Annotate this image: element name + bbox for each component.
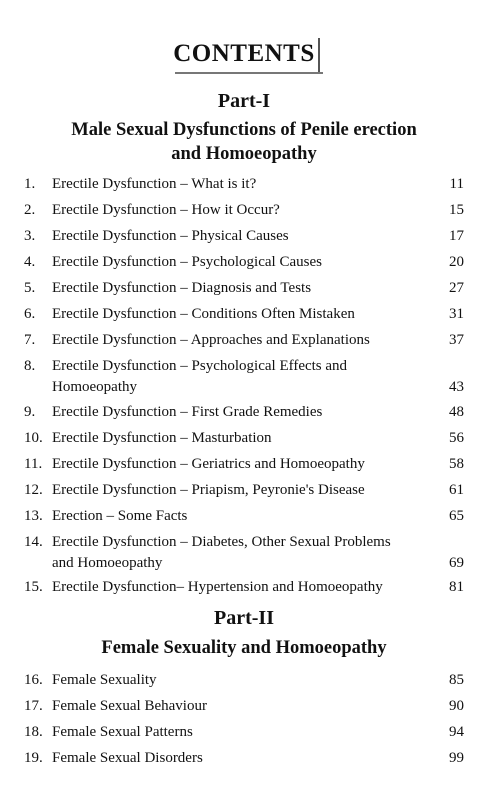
toc-entry-title: Erectile Dysfunction – What is it? bbox=[52, 176, 257, 192]
toc-entry-number: 8. bbox=[24, 358, 36, 374]
toc-entry-number: 12. bbox=[24, 482, 43, 498]
toc-entry-page: 81 bbox=[449, 579, 464, 595]
toc-entry-number: 3. bbox=[24, 228, 36, 244]
toc-entry-number: 4. bbox=[24, 254, 36, 270]
toc-entry-title: Erectile Dysfunction – First Grade Remedies bbox=[52, 404, 323, 420]
toc-entry-title: Erectile Dysfunction – Approaches and Explanations bbox=[52, 332, 370, 348]
toc-entry-number: 10. bbox=[24, 430, 43, 446]
toc-entry-page: 43 bbox=[449, 379, 464, 395]
toc-entry-title: Female Sexual Disorders bbox=[52, 750, 203, 766]
toc-entry-number: 1. bbox=[24, 176, 36, 192]
toc-entry-page: 58 bbox=[449, 456, 464, 472]
toc-entry-page: 15 bbox=[449, 202, 464, 218]
part-heading: Part-I bbox=[217, 90, 271, 112]
toc-entry-page: 69 bbox=[449, 555, 464, 571]
toc-entry-title: Erectile Dysfunction – Conditions Often Mistaken bbox=[52, 306, 355, 322]
toc-entry-title: Erection – Some Facts bbox=[52, 508, 188, 524]
toc-entry-title: Female Sexuality bbox=[52, 672, 157, 688]
toc-entry-title: Erectile Dysfunction – Diabetes, Other Sexual Problems bbox=[52, 534, 391, 550]
toc-entry-page: 11 bbox=[449, 176, 464, 192]
toc-entry-page: 94 bbox=[449, 724, 464, 740]
toc-entry-number: 7. bbox=[24, 332, 36, 348]
toc-entry-page: 27 bbox=[449, 280, 464, 296]
section-title-line: and Homoeopathy bbox=[171, 144, 317, 164]
toc-entry-page: 65 bbox=[449, 508, 464, 524]
toc-entry-number: 15. bbox=[24, 579, 43, 595]
toc-entry-page: 99 bbox=[449, 750, 464, 766]
toc-entry-title: Erectile Dysfunction – Psychological Causes bbox=[52, 254, 322, 270]
page-title: CONTENTS bbox=[173, 40, 315, 67]
toc-entry-number: 14. bbox=[24, 534, 43, 550]
toc-entry-page: 48 bbox=[449, 404, 464, 420]
toc-entry-page: 90 bbox=[449, 698, 464, 714]
toc-entry-page: 37 bbox=[449, 332, 464, 348]
title-rule-horizontal bbox=[175, 72, 323, 74]
toc-entry-page: 61 bbox=[449, 482, 464, 498]
toc-entry-number: 19. bbox=[24, 750, 43, 766]
toc-entry-number: 11. bbox=[24, 456, 43, 472]
section-title-line: Male Sexual Dysfunctions of Penile erection bbox=[71, 120, 417, 140]
toc-entry-title: Erectile Dysfunction – Priapism, Peyronie's Disease bbox=[52, 482, 365, 498]
toc-entry-number: 16. bbox=[24, 672, 43, 688]
toc-entry-page: 31 bbox=[449, 306, 464, 322]
toc-entry-title-continued: Homoeopathy bbox=[52, 379, 137, 395]
part-heading: Part-II bbox=[214, 607, 274, 629]
toc-entry-title: Erectile Dysfunction– Hypertension and Homoeopathy bbox=[52, 579, 383, 595]
toc-entry-number: 2. bbox=[24, 202, 36, 218]
toc-entry-number: 18. bbox=[24, 724, 43, 740]
title-rule-vertical bbox=[318, 38, 320, 74]
toc-entry-title: Erectile Dysfunction – How it Occur? bbox=[52, 202, 280, 218]
toc-entry-title: Erectile Dysfunction – Physical Causes bbox=[52, 228, 289, 244]
toc-entry-title: Erectile Dysfunction – Diagnosis and Tests bbox=[52, 280, 312, 296]
toc-entry-title: Erectile Dysfunction – Geriatrics and Homoeopathy bbox=[52, 456, 365, 472]
toc-entry-number: 17. bbox=[24, 698, 43, 714]
toc-entry-number: 5. bbox=[24, 280, 36, 296]
toc-entry-page: 56 bbox=[449, 430, 464, 446]
toc-entry-page: 85 bbox=[449, 672, 464, 688]
toc-entry-title: Female Sexual Patterns bbox=[52, 724, 193, 740]
toc-entry-title: Erectile Dysfunction – Psychological Effects and bbox=[52, 358, 348, 374]
toc-entry-number: 13. bbox=[24, 508, 43, 524]
toc-entry-page: 17 bbox=[449, 228, 464, 244]
toc-entry-number: 6. bbox=[24, 306, 36, 322]
section-title-line: Female Sexuality and Homoeopathy bbox=[101, 638, 387, 658]
toc-entry-page: 20 bbox=[449, 254, 464, 270]
toc-entry-title: Female Sexual Behaviour bbox=[52, 698, 207, 714]
toc-entry-number: 9. bbox=[24, 404, 36, 420]
toc-entry-title-continued: and Homoeopathy bbox=[52, 555, 163, 571]
toc-entry-title: Erectile Dysfunction – Masturbation bbox=[52, 430, 272, 446]
